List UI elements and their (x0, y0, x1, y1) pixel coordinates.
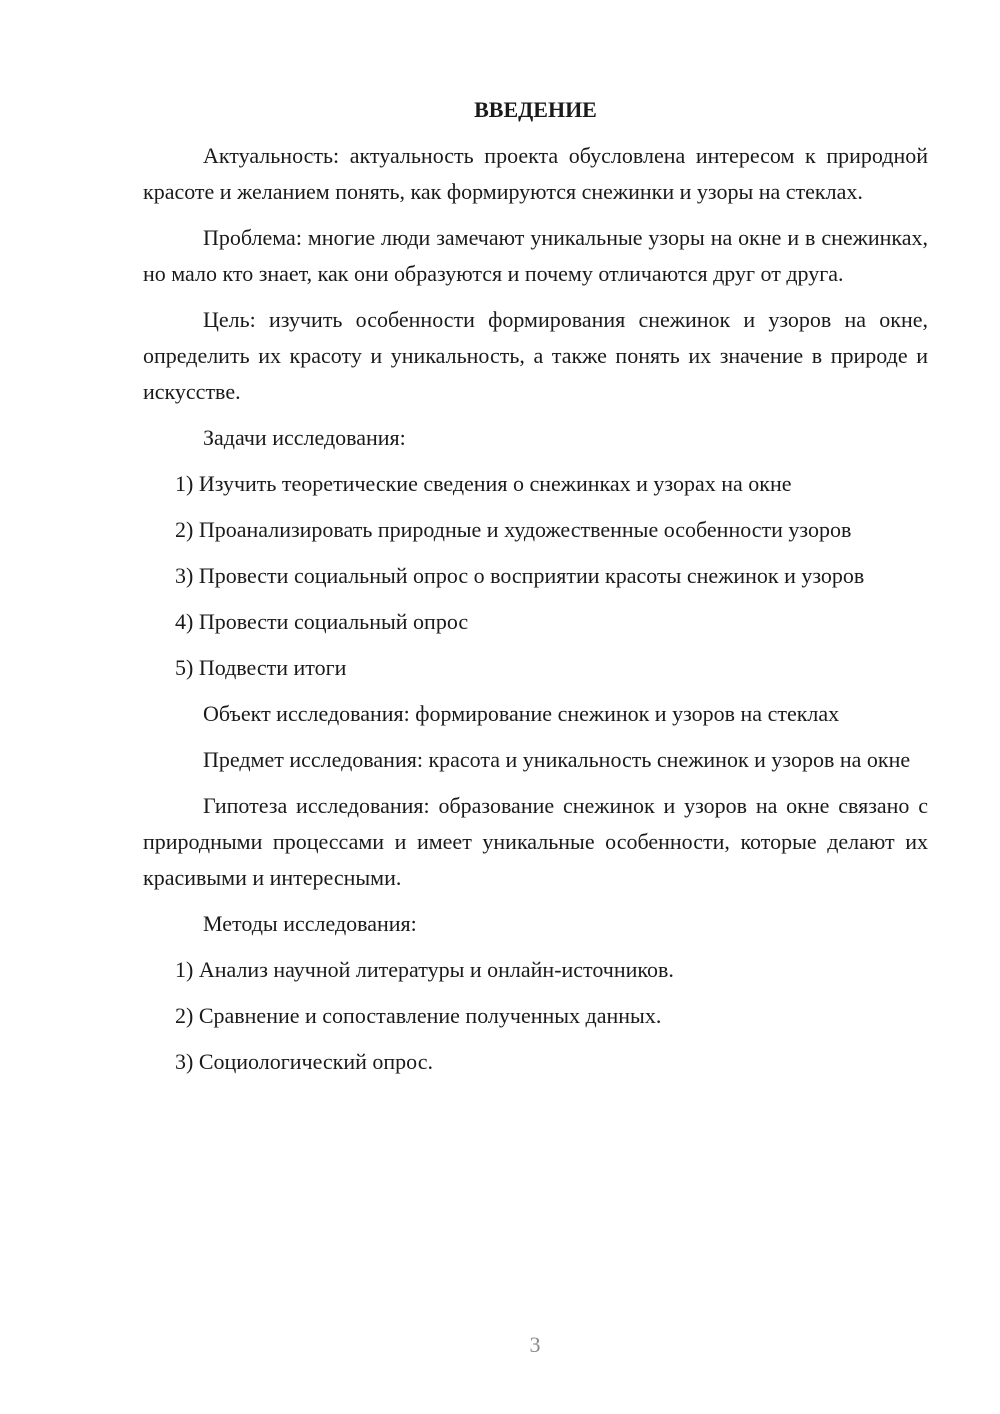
task-item-3: 3) Провести социальный опрос о восприятии красоты снежинок и узоров (175, 563, 865, 588)
method-item-3: 3) Социологический опрос. (175, 1049, 433, 1074)
paragraph-goal: Цель: изучить особенности формирования снежинок и узоров на окне, определить их красоту и уникальность, а также понять их значение в природе и искусстве. (143, 307, 928, 404)
paragraph-hypothesis: Гипотеза исследования: образование снежинок и узоров на окне связано с природными процессами и имеет уникальные особенности, которые делают их красивыми и интересными. (143, 793, 928, 890)
methods-heading: Методы исследования: (203, 911, 417, 936)
paragraph-relevance: Актуальность: актуальность проекта обусловлена интересом к природной красоте и желанием понять, как формируются снежинки и узоры на стеклах. (143, 143, 928, 204)
document-page (143, 92, 928, 1090)
tasks-heading: Задачи исследования: (203, 425, 406, 450)
task-item-1: 1) Изучить теоретические сведения о снежинках и узорах на окне (175, 471, 792, 496)
paragraph-object: Объект исследования: формирование снежинок и узоров на стеклах (203, 701, 840, 726)
task-item-2: 2) Проанализировать природные и художественные особенности узоров (175, 517, 852, 542)
task-item-4: 4) Провести социальный опрос (175, 609, 469, 634)
section-title: ВВЕДЕНИЕ (474, 97, 597, 122)
paragraph-problem: Проблема: многие люди замечают уникальные узоры на окне и в снежинках, но мало кто знает, как они образуются и почему отличаются друг от друга. (143, 225, 928, 286)
paragraph-subject: Предмет исследования: красота и уникальность снежинок и узоров на окне (203, 747, 911, 772)
method-item-1: 1) Анализ научной литературы и онлайн-источников. (175, 957, 674, 982)
task-item-5: 5) Подвести итоги (175, 655, 347, 680)
page-number: 3 (529, 1332, 541, 1357)
method-item-2: 2) Сравнение и сопоставление полученных данных. (175, 1003, 662, 1028)
